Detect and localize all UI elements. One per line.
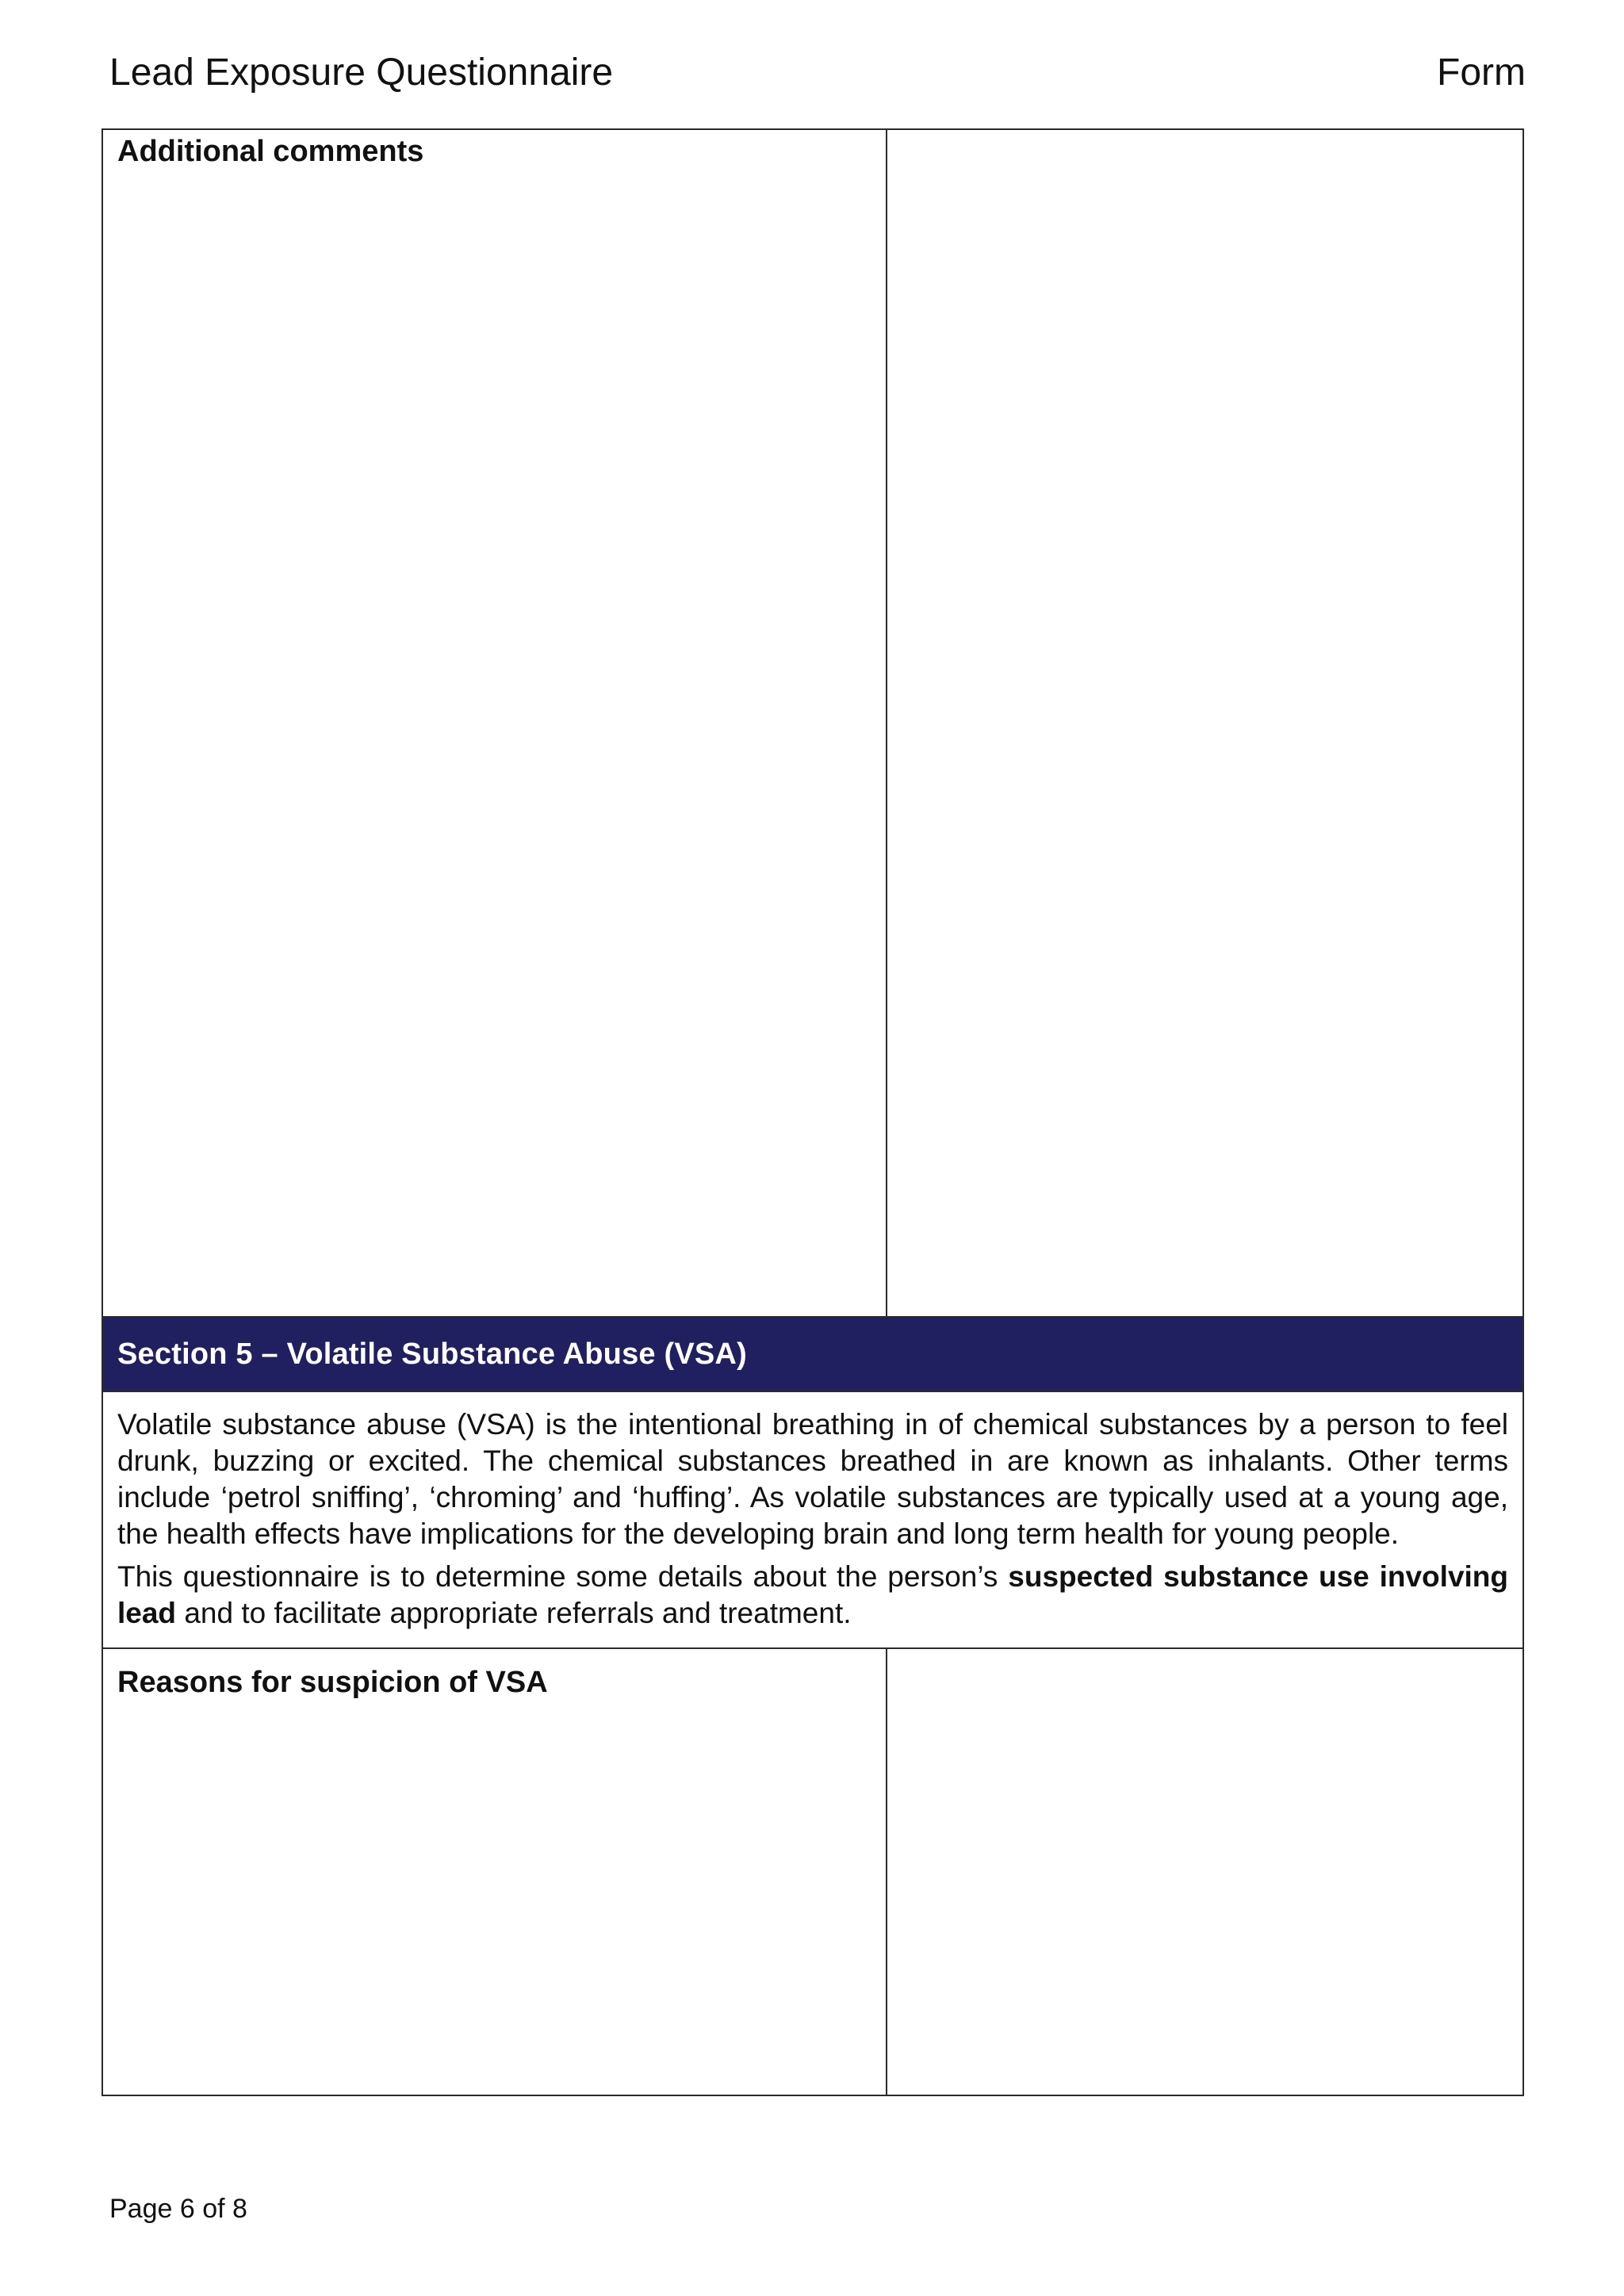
section-5-intro-row [102,1391,1523,1648]
intro-paragraph-2-bold: suspected substance use involving lead [117,1560,1508,1629]
reasons-label-cell [102,1648,887,2095]
section-5-header-row [102,1317,1523,1391]
intro-paragraph-2-start: This questionnaire is to determine some details about the person’s [117,1560,1009,1593]
reasons-field[interactable] [887,1648,1523,2095]
intro-paragraph-2-end: and to facilitate appropriate referrals and treatment. [176,1597,852,1629]
intro-paragraph-1: Volatile substance abuse (VSA) is the intentional breathing in of chemical substances by a person to feel drunk, buzzing or excited. The chemical substances breathed in are known as inhalants. Other terms include ‘petrol sniffing’, ‘chroming’ and ‘huffing’. As volatile substances are typically used at a young age, the health effects have implications for the developing brain and long term health for young people. [117,1408,1508,1550]
additional-comments-label-cell [102,129,887,1317]
additional-comments-field[interactable] [887,129,1523,1317]
intro-paragraph-2 [117,1559,1508,1632]
additional-comments-label: Additional comments [117,135,424,168]
page-header [109,49,1526,97]
section-5-title: Section 5 – Volatile Substance Abuse (VSA) [102,1317,1523,1391]
document-title: Lead Exposure Questionnaire [109,52,614,94]
reasons-row [102,1648,1523,2095]
questionnaire-table [102,128,1524,2096]
page-number: Page 6 of 8 [109,2194,247,2224]
section-5-intro [102,1391,1523,1648]
additional-comments-row [102,129,1523,1317]
reasons-label: Reasons for suspicion of VSA [117,1666,548,1699]
document-type: Form [1437,52,1526,94]
